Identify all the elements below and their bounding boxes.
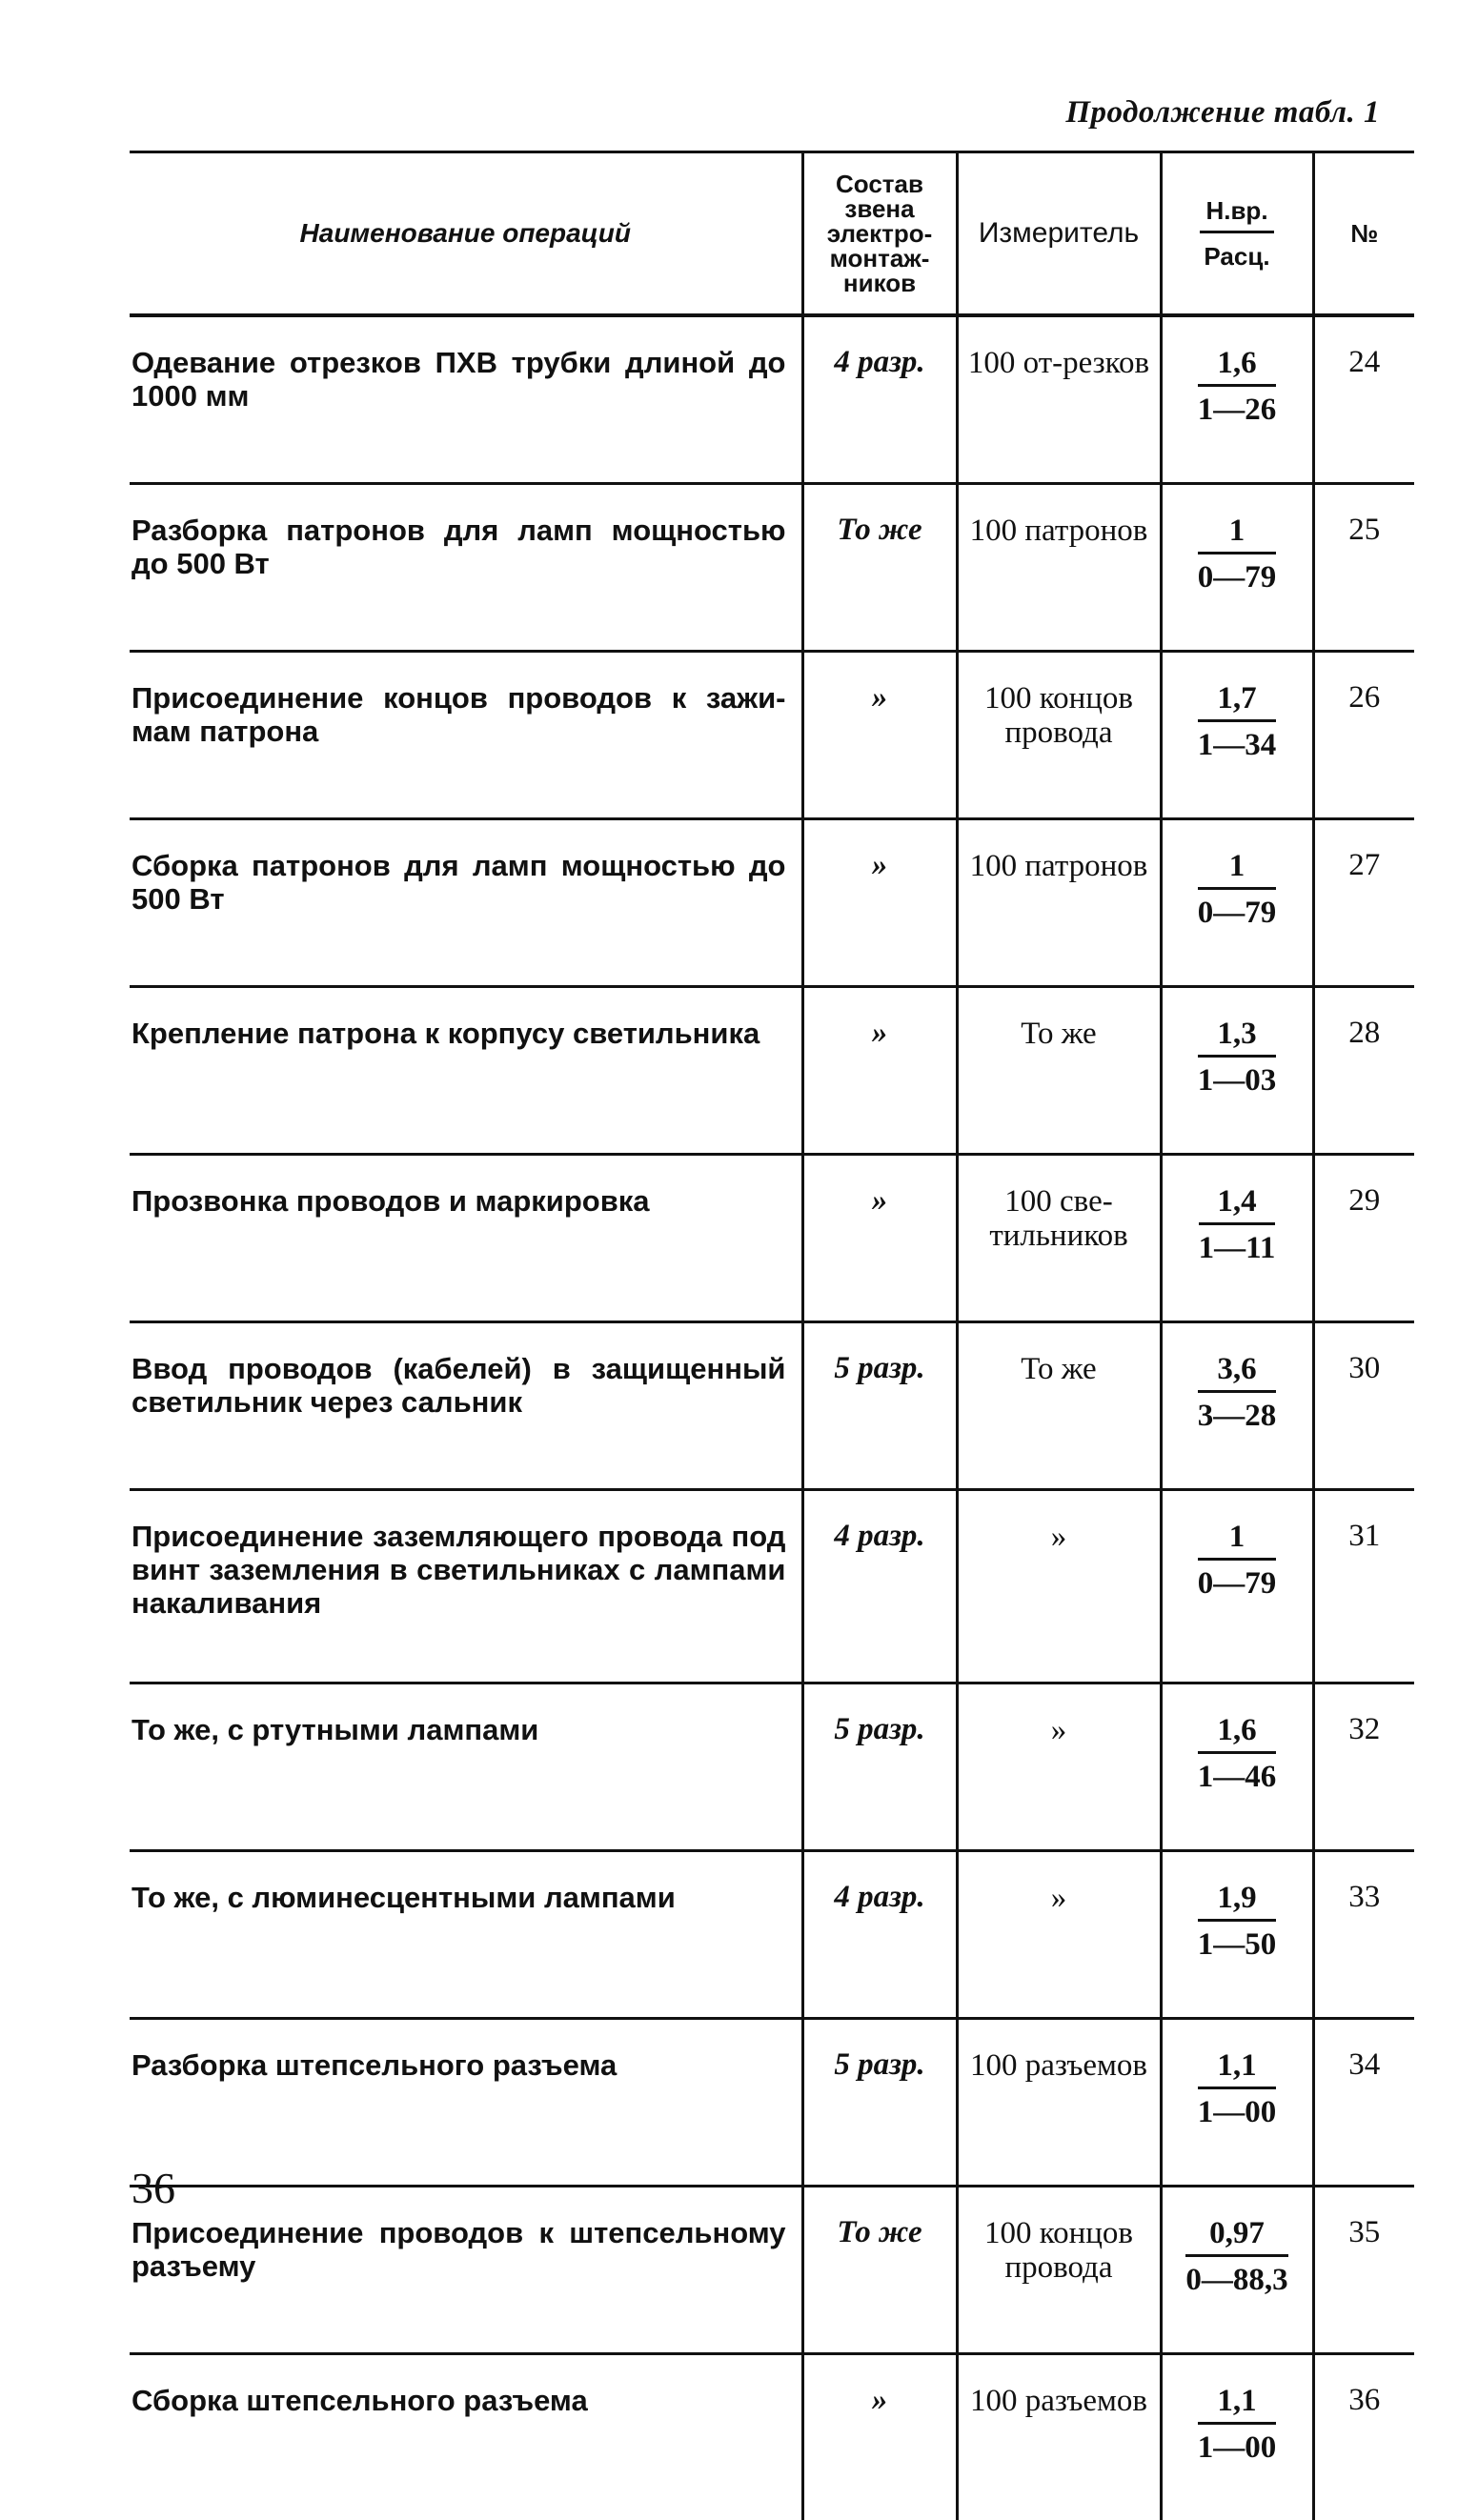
crew-grade: То же bbox=[802, 484, 957, 652]
crew-grade: 4 разр. bbox=[802, 1851, 957, 2019]
header-rate-price: Расц. bbox=[1200, 233, 1273, 273]
time-norm: 0,97 bbox=[1185, 2216, 1287, 2257]
measure-unit: 100 от-резков bbox=[957, 315, 1161, 484]
crew-grade: » bbox=[802, 652, 957, 819]
crew-grade: То же bbox=[802, 2187, 957, 2354]
operation-name: То же, с ртутными лампами bbox=[130, 1683, 802, 1851]
operation-name: То же, с люминесцентными лампами bbox=[130, 1851, 802, 2019]
operation-name: Сборка патронов для ламп мощностью до 500 Вт bbox=[130, 819, 802, 987]
price-rate: 1—00 bbox=[1198, 2425, 1277, 2465]
row-number: 34 bbox=[1313, 2019, 1414, 2187]
time-norm: 1 bbox=[1198, 849, 1277, 890]
rate-cell bbox=[1161, 2187, 1313, 2354]
time-norm: 1,6 bbox=[1198, 346, 1277, 387]
row-number: 33 bbox=[1313, 1851, 1414, 2019]
row-number: 35 bbox=[1313, 2187, 1414, 2354]
rate-cell bbox=[1161, 1683, 1313, 1851]
crew-grade: 5 разр. bbox=[802, 1683, 957, 1851]
time-norm: 3,6 bbox=[1198, 1352, 1277, 1393]
table-row bbox=[130, 1683, 1414, 1851]
measure-unit: 100 разъемов bbox=[957, 2019, 1161, 2187]
crew-grade: » bbox=[802, 819, 957, 987]
price-rate: 0—79 bbox=[1198, 554, 1277, 595]
row-number: 27 bbox=[1313, 819, 1414, 987]
price-rate: 3—28 bbox=[1198, 1393, 1277, 1433]
operation-name: Ввод проводов (кабелей) в защищенный светильник через сальник bbox=[130, 1322, 802, 1490]
table-row bbox=[130, 2354, 1414, 2520]
price-rate: 0—79 bbox=[1198, 890, 1277, 930]
table-row bbox=[130, 1155, 1414, 1322]
time-norm: 1,3 bbox=[1198, 1017, 1277, 1058]
crew-grade: 4 разр. bbox=[802, 315, 957, 484]
row-number: 31 bbox=[1313, 1490, 1414, 1683]
rate-cell bbox=[1161, 1322, 1313, 1490]
row-number: 25 bbox=[1313, 484, 1414, 652]
table-row bbox=[130, 1851, 1414, 2019]
header-operation-name: Наименование операций bbox=[130, 152, 802, 316]
time-norm: 1,1 bbox=[1198, 2384, 1277, 2425]
table-row bbox=[130, 652, 1414, 819]
operation-name: Крепление патрона к корпусу светильника bbox=[130, 987, 802, 1155]
price-rate: 1—00 bbox=[1198, 2089, 1277, 2129]
header-rate-time: Н.вр. bbox=[1200, 193, 1273, 233]
norms-table bbox=[130, 151, 1414, 2520]
row-number: 26 bbox=[1313, 652, 1414, 819]
time-norm: 1,6 bbox=[1198, 1713, 1277, 1754]
crew-grade: 5 разр. bbox=[802, 2019, 957, 2187]
operation-name: Разборка патронов для ламп мощностью до 500 Вт bbox=[130, 484, 802, 652]
price-rate: 1—03 bbox=[1198, 1058, 1277, 1098]
measure-unit: То же bbox=[957, 987, 1161, 1155]
row-number: 30 bbox=[1313, 1322, 1414, 1490]
rate-cell bbox=[1161, 1490, 1313, 1683]
price-rate: 1—50 bbox=[1198, 1922, 1277, 1962]
measure-unit: » bbox=[957, 1490, 1161, 1683]
table-row bbox=[130, 2019, 1414, 2187]
row-number: 28 bbox=[1313, 987, 1414, 1155]
rate-cell bbox=[1161, 1155, 1313, 1322]
operation-name: Присоединение концов проводов к зажи-мам патрона bbox=[130, 652, 802, 819]
row-number: 32 bbox=[1313, 1683, 1414, 1851]
price-rate: 1—26 bbox=[1198, 387, 1277, 427]
operation-name: Сборка штепсельного разъема bbox=[130, 2354, 802, 2520]
measure-unit: 100 све-тильников bbox=[957, 1155, 1161, 1322]
time-norm: 1,7 bbox=[1198, 681, 1277, 722]
table-row bbox=[130, 1490, 1414, 1683]
row-number: 24 bbox=[1313, 315, 1414, 484]
row-number: 36 bbox=[1313, 2354, 1414, 2520]
crew-grade: » bbox=[802, 1155, 957, 1322]
rate-cell bbox=[1161, 484, 1313, 652]
operation-name: Присоединение заземляющего провода под винт заземления в светильниках с лампами накаливания bbox=[130, 1490, 802, 1683]
header-crew: Состав звена электро-монтаж-ников bbox=[802, 152, 957, 316]
table-row bbox=[130, 819, 1414, 987]
time-norm: 1,1 bbox=[1198, 2048, 1277, 2089]
price-rate: 0—79 bbox=[1198, 1561, 1277, 1601]
rate-cell bbox=[1161, 987, 1313, 1155]
header-measure: Измеритель bbox=[957, 152, 1161, 316]
table-row bbox=[130, 484, 1414, 652]
time-norm: 1 bbox=[1198, 514, 1277, 554]
rate-cell bbox=[1161, 819, 1313, 987]
measure-unit: 100 концов провода bbox=[957, 652, 1161, 819]
operation-name: Одевание отрезков ПХВ трубки длиной до 1000 мм bbox=[130, 315, 802, 484]
table-header-row bbox=[130, 152, 1414, 316]
measure-unit: » bbox=[957, 1683, 1161, 1851]
crew-grade: 5 разр. bbox=[802, 1322, 957, 1490]
table-row bbox=[130, 2187, 1414, 2354]
time-norm: 1,9 bbox=[1198, 1881, 1277, 1922]
measure-unit: То же bbox=[957, 1322, 1161, 1490]
table-row bbox=[130, 987, 1414, 1155]
operation-name: Прозвонка проводов и маркировка bbox=[130, 1155, 802, 1322]
header-number: № bbox=[1313, 152, 1414, 316]
crew-grade: 4 разр. bbox=[802, 1490, 957, 1683]
price-rate: 1—11 bbox=[1199, 1225, 1276, 1265]
rate-cell bbox=[1161, 2354, 1313, 2520]
measure-unit: 100 патронов bbox=[957, 819, 1161, 987]
measure-unit: » bbox=[957, 1851, 1161, 2019]
operation-name: Присоединение проводов к штепсельному разъему bbox=[130, 2187, 802, 2354]
rate-cell bbox=[1161, 2019, 1313, 2187]
rate-cell bbox=[1161, 652, 1313, 819]
table-row bbox=[130, 315, 1414, 484]
row-number: 29 bbox=[1313, 1155, 1414, 1322]
crew-grade: » bbox=[802, 987, 957, 1155]
page-number: 36 bbox=[132, 2163, 175, 2213]
measure-unit: 100 концов провода bbox=[957, 2187, 1161, 2354]
time-norm: 1,4 bbox=[1199, 1184, 1276, 1225]
crew-grade: » bbox=[802, 2354, 957, 2520]
table-row bbox=[130, 1322, 1414, 1490]
rate-cell bbox=[1161, 1851, 1313, 2019]
price-rate: 1—34 bbox=[1198, 722, 1277, 762]
measure-unit: 100 разъемов bbox=[957, 2354, 1161, 2520]
price-rate: 0—88,3 bbox=[1185, 2257, 1287, 2297]
table-continuation-label: Продолжение табл. 1 bbox=[1065, 95, 1380, 131]
price-rate: 1—46 bbox=[1198, 1754, 1277, 1794]
time-norm: 1 bbox=[1198, 1520, 1277, 1561]
measure-unit: 100 патронов bbox=[957, 484, 1161, 652]
rate-cell bbox=[1161, 315, 1313, 484]
operation-name: Разборка штепсельного разъема bbox=[130, 2019, 802, 2187]
header-rate bbox=[1161, 152, 1313, 316]
